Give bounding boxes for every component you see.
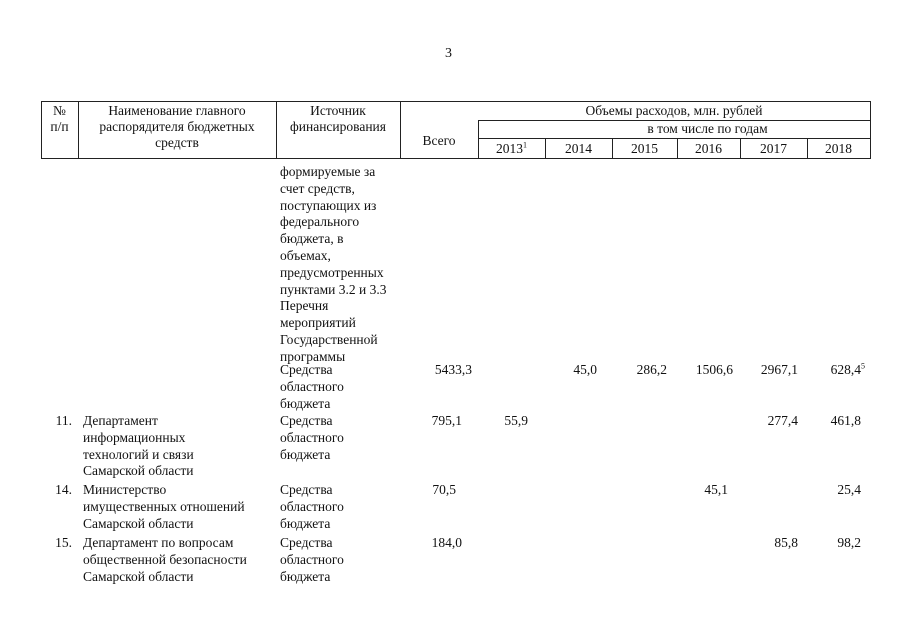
text-line: бюджета xyxy=(280,568,331,584)
cell-total: 5433,3 xyxy=(434,362,472,377)
row-name xyxy=(83,413,194,480)
cell-2018 xyxy=(807,362,865,378)
row-name xyxy=(83,482,245,532)
row-source xyxy=(280,535,344,585)
text-line: бюджета xyxy=(280,515,331,531)
col-divider-source xyxy=(400,101,401,159)
cell-2017: 277,4 xyxy=(767,413,798,428)
text-line: бюджета xyxy=(280,395,331,411)
text-line: предусмотренных xyxy=(280,264,384,280)
text-line: объемах, xyxy=(280,247,331,263)
col-header-name-line: распорядителя бюджетных xyxy=(99,119,255,134)
col-header-volumes: Объемы расходов, млн. рублей xyxy=(585,103,763,118)
row-source xyxy=(280,413,344,463)
header-top-border xyxy=(41,101,871,102)
text-line: технологий и связи xyxy=(83,446,194,462)
col-header-by-years: в том числе по годам xyxy=(647,121,768,136)
text-line: пунктами 3.2 и 3.3 xyxy=(280,281,387,297)
text-line: Министерство xyxy=(83,482,167,497)
col-header-name xyxy=(78,103,276,151)
cell-value: 628,4 xyxy=(830,362,861,377)
row-source xyxy=(280,482,344,532)
cell-2013: 55,9 xyxy=(504,413,528,428)
col-header-total: Всего xyxy=(422,133,456,148)
cell-total: 70,5 xyxy=(432,482,456,497)
row-number: 14. xyxy=(55,482,72,497)
year-label: 2013 xyxy=(496,141,523,156)
text-line: мероприятий xyxy=(280,315,356,331)
col-header-no-line: № xyxy=(53,103,66,118)
cell-2018: 461,8 xyxy=(830,413,861,428)
col-header-no xyxy=(41,103,78,135)
text-line: бюджета xyxy=(280,446,331,462)
page-number: 3 xyxy=(445,46,452,61)
text-line: общественной безопасности xyxy=(83,551,247,567)
row-name xyxy=(83,535,247,585)
text-line: Департамент по вопросам xyxy=(83,535,234,550)
year-header-2018: 2018 xyxy=(825,141,852,156)
text-line: информационных xyxy=(83,429,186,445)
row-source xyxy=(280,362,344,412)
text-line: областного xyxy=(280,378,344,394)
row-number: 11. xyxy=(55,413,72,428)
year-header-2013 xyxy=(478,140,545,158)
footnote-marker: 5 xyxy=(861,361,865,371)
text-line: счет средств, xyxy=(280,180,355,196)
text-line: Средства xyxy=(280,362,333,377)
row-number: 15. xyxy=(55,535,72,550)
text-line: поступающих из xyxy=(280,197,377,213)
footnote-marker: 1 xyxy=(523,140,527,150)
text-line: программы xyxy=(280,348,346,364)
col-header-source-line: финансирования xyxy=(290,119,386,134)
text-line: бюджета, в xyxy=(280,231,344,247)
text-line: областного xyxy=(280,551,344,567)
header-bottom-border xyxy=(41,158,871,159)
cell-2018: 25,4 xyxy=(837,482,861,497)
text-line: Самарской области xyxy=(83,463,194,479)
col-header-source-line: Источник xyxy=(310,103,366,118)
text-line: Самарской области xyxy=(83,515,194,531)
cell-2017: 85,8 xyxy=(774,535,798,550)
year-header-2017: 2017 xyxy=(760,141,787,156)
header-right-border xyxy=(870,101,871,159)
text-line: формируемые за xyxy=(280,164,376,179)
cell-2014: 45,0 xyxy=(573,362,597,377)
cell-2015: 286,2 xyxy=(636,362,667,377)
text-line: областного xyxy=(280,498,344,514)
text-line: Департамент xyxy=(83,413,158,428)
col-header-no-line: п/п xyxy=(50,119,69,134)
cell-2017: 2967,1 xyxy=(760,362,798,377)
text-line: областного xyxy=(280,429,344,445)
cell-total: 795,1 xyxy=(431,413,462,428)
col-header-name-line: средств xyxy=(155,135,199,150)
text-line: Средства xyxy=(280,482,333,497)
text-line: федерального xyxy=(280,214,360,230)
source-continuation xyxy=(280,164,387,366)
col-header-name-line: Наименование главного xyxy=(108,103,246,118)
years-divider xyxy=(478,138,871,139)
cell-2016: 1506,6 xyxy=(695,362,733,377)
year-header-2015: 2015 xyxy=(631,141,658,156)
text-line: Самарской области xyxy=(83,568,194,584)
col-header-source xyxy=(276,103,400,135)
text-line: Средства xyxy=(280,413,333,428)
cell-2016: 45,1 xyxy=(704,482,728,497)
cell-2018: 98,2 xyxy=(837,535,861,550)
cell-total: 184,0 xyxy=(431,535,462,550)
year-header-2014: 2014 xyxy=(565,141,592,156)
text-line: Перечня xyxy=(280,298,329,314)
text-line: Государственной xyxy=(280,331,378,347)
text-line: Средства xyxy=(280,535,333,550)
year-header-2016: 2016 xyxy=(695,141,722,156)
text-line: имущественных отношений xyxy=(83,498,245,514)
